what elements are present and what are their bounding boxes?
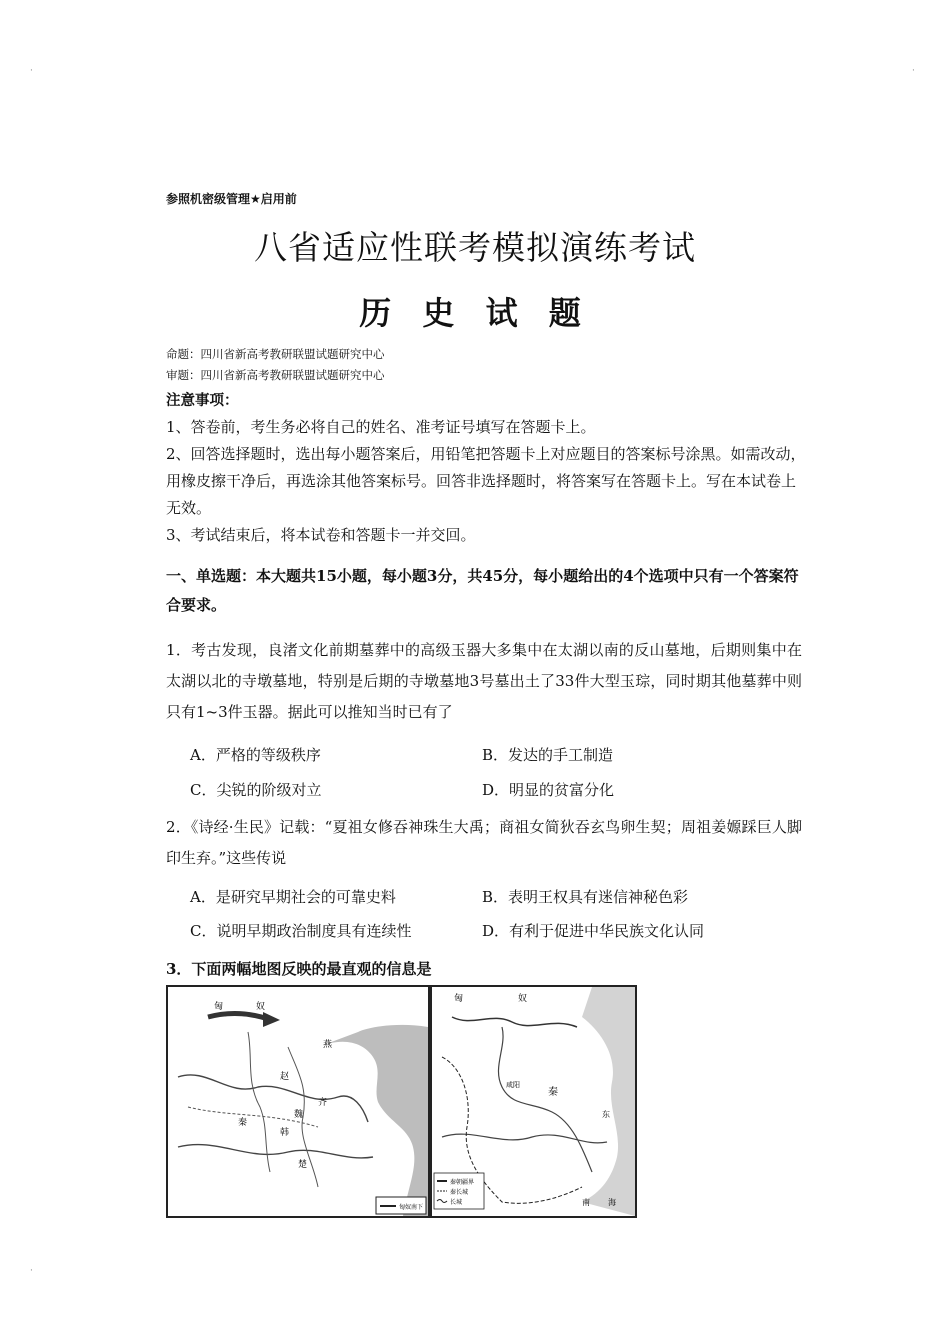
setter-credit: 命题：四川省新高考教研联盟试题研究中心 — [166, 347, 385, 361]
question-2-option-b[interactable]: B．表明王权具有迷信神秘色彩 — [482, 888, 689, 906]
exam-subtitle: 历 史 试 题 — [359, 294, 591, 332]
section-heading: 一、单选题：本大题共15小题，每小题3分，共45分，每小题给出的4个选项中只有一个答案符合要求。 — [166, 567, 799, 614]
map-label-xianyang: 咸阳 — [506, 1081, 520, 1089]
river-line — [498, 1027, 592, 1172]
question-2-option-c[interactable]: C．说明早期政治制度具有连续性 — [190, 922, 412, 940]
legend-text-3: 长城 — [450, 1199, 463, 1206]
scan-speck: · — [30, 1266, 33, 1276]
river-line — [178, 1075, 368, 1122]
map-label-nu: 奴 — [256, 1002, 266, 1012]
sea-area — [582, 987, 635, 1216]
map-qin-dynasty — [430, 985, 637, 1218]
map-label-qi: 齐 — [318, 1098, 328, 1108]
question-1-option-d[interactable]: D．明显的贫富分化 — [482, 781, 615, 799]
map-label-xiong: 匈 — [454, 994, 464, 1004]
question-1-stem: 1．考古发现，良渚文化前期墓葬中的高级玉器大多集中在太湖以南的反山墓地，后期则集中在太湖以北的寺墩墓地，特别是后期的寺墩墓地3号墓出土了33件大型玉琮，同时期其他墓葬中则只有1~3件玉器。据此可以推知当时已有了 — [166, 641, 802, 721]
classification-label: 参照机密级管理★启用前 — [166, 192, 297, 206]
exam-title: 八省适应性联考模拟演练考试 — [254, 228, 696, 267]
note-item-2: 2、回答选择题时，选出每小题答案后，用铅笔把答题卡上对应题目的答案标号涂黑。如需改动，用橡皮擦干净后，再选涂其他答案标号。回答非选择题时，将答案写在答题卡上。写在本试卷上无效。 — [166, 445, 806, 517]
notes-heading: 注意事项： — [166, 392, 239, 409]
invasion-arrow — [208, 1013, 268, 1019]
map-label-han: 韩 — [280, 1128, 290, 1138]
sea-area — [318, 1025, 428, 1216]
map-label-hai: 海 — [608, 1198, 616, 1207]
map-label-xiong: 匈 — [214, 1002, 224, 1012]
map-warring-states-drawing — [168, 987, 428, 1216]
map-label-dong: 东 — [602, 1110, 610, 1119]
map-label-zhao: 赵 — [280, 1072, 290, 1082]
note-item-3: 3、考试结束后，将本试卷和答题卡一并交回。 — [166, 526, 476, 544]
reviewer-credit: 审题：四川省新高考教研联盟试题研究中心 — [166, 368, 385, 382]
scan-speck: · — [912, 66, 915, 76]
scan-speck: · — [30, 66, 33, 76]
map-label-chu: 楚 — [298, 1160, 308, 1170]
note-item-1: 1、答卷前，考生务必将自己的姓名、准考证号填写在答题卡上。 — [166, 418, 596, 436]
question-3-stem: 3．下面两幅地图反映的最直观的信息是 — [166, 960, 432, 978]
map-warring-states — [166, 985, 430, 1218]
map-label-wei: 魏 — [294, 1110, 304, 1120]
border-line — [248, 1032, 270, 1172]
question-1-option-b[interactable]: B．发达的手工制造 — [482, 746, 614, 764]
question-1-option-c[interactable]: C．尖锐的阶级对立 — [190, 781, 322, 799]
question-2-option-a[interactable]: A．是研究早期社会的可靠史料 — [190, 888, 396, 906]
legend-text-1: 秦朝疆界 — [450, 1179, 475, 1186]
great-wall-line — [452, 1017, 577, 1027]
legend-text-2: 秦长城 — [450, 1189, 469, 1196]
question-2-stem: 2．《诗经·生民》记载：“夏祖女修吞神珠生大禹；商祖女简狄吞玄鸟卵生契；周祖姜嫄踩巨人脚印生弃。”这些传说 — [166, 818, 802, 867]
question-1-option-a[interactable]: A．严格的等级秩序 — [190, 746, 321, 764]
map-label-qin: 秦 — [238, 1118, 248, 1128]
map-label-nu: 奴 — [518, 994, 528, 1004]
map-label-yan: 燕 — [323, 1040, 333, 1050]
river-line — [178, 1145, 373, 1158]
map-label-qin: 秦 — [548, 1087, 558, 1098]
map-qin-dynasty-drawing — [432, 987, 635, 1216]
arrow-head — [263, 1012, 280, 1027]
map-label-nan: 南 — [582, 1198, 590, 1207]
legend-text: 匈奴南下 — [399, 1204, 424, 1211]
question-2-option-d[interactable]: D．有利于促进中华民族文化认同 — [482, 922, 705, 940]
